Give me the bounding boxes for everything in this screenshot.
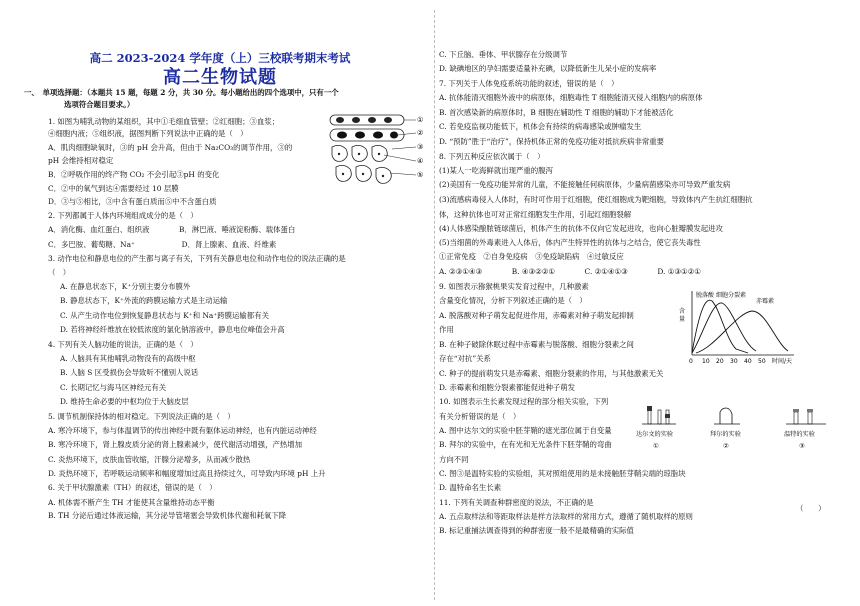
question-line: B. 在种子破除休眠过程中赤霉素与脱落酸、细胞分裂素之间 — [439, 340, 634, 349]
subject-title: 高二生物试题 — [163, 67, 277, 88]
fig10-caption: 温特的实验 — [784, 431, 815, 438]
question-line: 6. 关于甲状腺激素（TH）的叙述，错误的是（ ） — [48, 483, 217, 492]
question-line: 1. 如图为哺乳动物的某组织，其中①毛细血管壁；②红细胞；③血浆； — [48, 117, 280, 126]
question-line: ①正常免疫 ②自身免疫病 ③免疫缺陷病 ④过敏反应 — [439, 252, 624, 261]
fig1-label: ③ — [417, 143, 424, 151]
question-line: (3)流感病毒侵入人体时，有时可作用于红细胞，使红细胞成为靶细胞，导致体内产生抗红细胞抗 — [439, 195, 753, 204]
question-line: A. 五点取样法和等距取样法是样方法取样的常用方式，遵循了随机取样的原则 — [439, 512, 693, 521]
question-line: C. 下丘脑、垂体、甲状腺存在分级调节 — [439, 50, 568, 59]
question-line: (5)当细菌的外毒素进入人体后，体内产生特异性的抗体与之结合，使它丧失毒性 — [439, 238, 701, 247]
column-divider — [434, 10, 436, 600]
question-line: (1)某人一吃海鲜就出现严重的腹泻 — [439, 166, 553, 175]
question-line: D. 缺碘地区的孕妇需要适量补充碘，以降低新生儿呆小症的发病率 — [439, 64, 657, 73]
question-line: D. 维持生命必要的中枢均位于大脑皮层 — [60, 397, 189, 406]
question-line: A. 人脑具有其他哺乳动物没有的高级中枢 — [60, 354, 196, 363]
question-line: 3. 动作电位和静息电位的产生都与离子有关，下列有关静息电位和动作电位的说法正确的是 — [48, 254, 346, 263]
question-line: C．②中的氧气到达④需要经过 10 层膜 — [48, 184, 179, 193]
question-line: A．肌肉细胞缺氧时，③的 pH 会升高，但由于 Na₂CO₃的调节作用，③的 — [48, 143, 293, 152]
fig1-label: ⑤ — [417, 171, 424, 179]
chart-ylabel-char: 量 — [679, 316, 686, 323]
question-line: A. 寒冷环境下，参与体温调节的传出神经中既有躯体运动神经，也有内脏运动神经 — [48, 426, 317, 435]
question-line: A. 脱落酸对种子萌发起促进作用，赤霉素对种子萌发起抑制 — [439, 311, 634, 320]
question-line: (4)人体感染酿脓链球菌后，机体产生的抗体不仅向它发起进攻，也向心脏瓣膜发起进攻 — [439, 224, 723, 233]
question-line: D. “预防”胜于“治疗”，保持机体正常的免疫功能对抵抗疾病非常重要 — [439, 137, 665, 146]
curve-abscisic-acid — [692, 300, 748, 353]
question-line: A. 在静息状态下，K⁺分别主要分布膜外 — [60, 282, 191, 291]
question-line: A. 抗体能清灭细胞外液中的病原体，细胞毒性 T 细胞能清灭侵入细胞内的病原体 — [439, 93, 703, 102]
question-line: 5. 调节机制保持体的相对稳定。下列说法正确的是（ ） — [48, 412, 235, 421]
question-line: C．多巴胺、葡萄糖、Na⁺ D．肾上腺素、血液、纤维素 — [48, 240, 277, 249]
question-line: B. 寒冷环境下，肾上腺皮质分泌的肾上腺素减少，使代谢活动增强，产热增加 — [48, 440, 303, 449]
question-line: C. 长期记忆与海马区神经元有关 — [60, 383, 167, 392]
section-heading: 一、 单项选择题：（本题共 15 题，每题 2 分，共 30 分。每小题给出的四个选项中，只有一个 — [24, 88, 339, 97]
fig1-label: ② — [417, 129, 424, 137]
question-line: 方向不同 — [439, 455, 469, 464]
question-line: B. 拜尔的实验中，在有光和无光条件下胚芽鞘的弯曲 — [439, 440, 612, 449]
question-line: 9. 如图表示猕猴桃果实发育过程中，几种激素 — [439, 282, 589, 291]
chart-xlabel: 时间/天 — [772, 358, 793, 365]
hormone-chart — [676, 287, 806, 367]
fig10-number: ② — [723, 442, 729, 450]
question-line: 存在“对抗”关系 — [439, 354, 491, 363]
q11-answer-paren: （ ） — [796, 504, 826, 513]
question-line: 7. 下列关于人体免疫系统功能的叙述，错误的是（ ） — [439, 79, 619, 88]
question-line: pH 会维持相对稳定 — [48, 156, 114, 165]
question-line: C. 从产生动作电位到恢复静息状态与 K⁺和 Na⁺跨膜运输都有关 — [60, 311, 269, 320]
x-tick: 20 — [716, 358, 724, 365]
question-line: A. ②③①④③ B. ④③②②① C. ②①④①③ D. ①③①②① — [439, 267, 701, 276]
question-line: D. 若将神经纤维放在较低浓度的氯化钠溶液中，静息电位峰值会升高 — [60, 325, 285, 334]
fig10-caption: 达尔文的实验 — [636, 431, 674, 438]
x-tick: 0 — [689, 358, 693, 365]
question-line: 含量变化情况，分析下列叙述正确的是（ ） — [439, 296, 587, 305]
question-line: C. 若免疫监视功能低下，机体会有持续的病毒感染或肿瘤发生 — [439, 122, 642, 131]
curve-gibberellin — [696, 311, 788, 353]
question-line: 4. 下列有关人脑功能的说法，正确的是（ ） — [48, 340, 198, 349]
x-tick: 10 — [702, 358, 710, 365]
question-line: 10. 如图表示生长素发现过程的部分相关实验，下列 — [439, 397, 609, 406]
fig1-label: ① — [417, 116, 424, 124]
question-line: A. 机体需不断产生 TH 才能使其含量维持动态平衡 — [48, 498, 215, 507]
question-line: 11. 下列有关调查种群密度的说法，不正确的是 — [439, 498, 594, 507]
question-line: C. 种子的提前萌发只是赤霉素、细胞分裂素的作用，与其他激素无关 — [439, 369, 664, 378]
fig1-label: ④ — [417, 157, 424, 165]
fig10-number: ③ — [799, 442, 805, 450]
question-line: 有关分析错误的是（ ） — [439, 412, 521, 421]
question-line: 2. 下列都属于人体内环境组成成分的是（ ） — [48, 211, 198, 220]
tissue-diagram — [326, 113, 428, 197]
question-line: D. 赤霉素和细胞分裂素都能促进种子萌发 — [439, 383, 576, 392]
question-line: C. 图③是温特实验的实验组，其对照组使用的是未接触胚芽鞘尖端的琼脂块 — [439, 469, 686, 478]
section-heading-cont: 选项符合题目要求。） — [64, 100, 135, 109]
question-line: ④细胞内液；⑤组织液，据图判断下列说法中正确的是（ ） — [48, 129, 248, 138]
chart-ylabel-char: 含 — [679, 308, 686, 315]
question-line: (2)美国有一免疫功能异常的儿童，不能接触任何病原体，少量病菌感染亦可导致严重发病 — [439, 180, 731, 189]
fig10-number: ① — [653, 442, 659, 450]
fig10-caption: 拜尔的实验 — [710, 431, 741, 438]
question-line: （ ） — [48, 268, 71, 277]
x-tick: 40 — [744, 358, 752, 365]
question-line: B. 静息状态下，K⁺外流的跨膜运输方式是主动运输 — [60, 296, 228, 305]
question-line: B. 标记重捕法调查得到的种群密度一般不是最精确的实际值 — [439, 526, 634, 535]
question-line: C. 炎热环境下，皮肤血管收缩，汗腺分泌增多，从而减少散热 — [48, 455, 251, 464]
question-line: 作用 — [439, 325, 454, 334]
question-line: 8. 下列五种反应依次属于（ ） — [439, 152, 545, 161]
curve-label: 细胞分裂素 — [716, 292, 747, 299]
auxin-experiments — [636, 396, 846, 458]
question-line: B. 人脑 S 区受损伤会导致听不懂别人说话 — [60, 368, 199, 377]
question-line: A．消化酶、血红蛋白、组织液 B．淋巴液、唾液淀粉酶、载体蛋白 — [48, 225, 296, 234]
question-line: B. TH 分泌后通过体液运输，其分泌导管堵塞会导致机体代谢和耗氧下降 — [48, 511, 287, 520]
question-line: D. 温特命名生长素 — [439, 483, 502, 492]
question-line: A. 图中达尔文的实验中胚芽鞘的遮光部位属于自变量 — [439, 426, 612, 435]
question-line: B. 首次感染新的病原体时，B 细胞在辅助性 T 细胞的辅助下才能被活化 — [439, 108, 674, 117]
x-tick: 30 — [730, 358, 738, 365]
exam-title: 高二 2023-2024 学年度（上）三校联考期末考试 — [89, 51, 351, 65]
x-tick: 50 — [758, 358, 766, 365]
curve-label: 赤霉素 — [756, 298, 775, 305]
question-line: D. 炎热环境下，若呼吸运动频率和幅度增加过高且持续过久，可导致内环境 pH 上升 — [48, 469, 326, 478]
curve-label: 脱落酸 — [696, 292, 715, 299]
question-line: B．②呼吸作用的终产物 CO₂ 不会引起③pH 的变化 — [48, 170, 220, 179]
question-line: 体，这种抗体也可对正常红细胞发生作用，引起红细胞裂解 — [439, 210, 632, 219]
question-line: D．③与⑤相比，③中含有蛋白质而⑤中不含蛋白质 — [48, 197, 217, 206]
